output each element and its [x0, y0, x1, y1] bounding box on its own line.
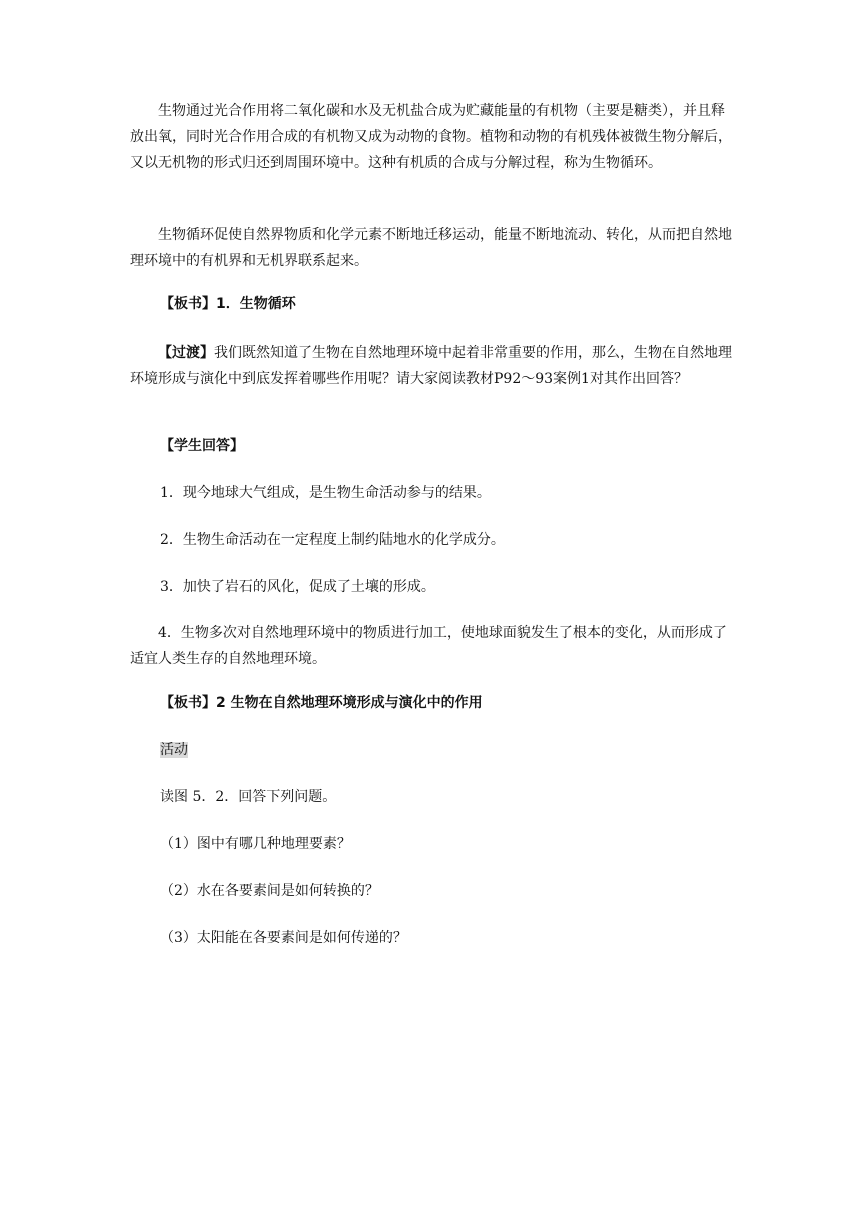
question-1: （1）图中有哪几种地理要素？ — [160, 836, 351, 852]
transition-text: 我们既然知道了生物在自然地理环境中起着非常重要的作用，那么，生物在自然地理环境形成与演化中到底发挥着哪些作用呢？请大家阅读教材P92～93案例1对其作出回答？ — [130, 345, 732, 387]
answer-item-1: 1．现今地球大气组成，是生物生命活动参与的结果。 — [160, 485, 491, 501]
paragraph-biological-cycle: 生物通过光合作用将二氧化碳和水及无机盐合成为贮藏能量的有机物（主要是糖类），并且释放出氧，同时光合作用合成的有机物又成为动物的食物。植物和动物的有机残体被微生物分解后，又以无机物的形式归还到周围环境中。这种有机质的合成与分解过程，称为生物循环。 — [130, 103, 732, 171]
board-note-2 — [160, 693, 483, 713]
answer-item-4: 4．生物多次对自然地理环境中的物质进行加工，使地球面貌发生了根本的变化，从而形成了适宜人类生存的自然地理环境。 — [130, 625, 727, 667]
student-answer-heading: 【学生回答】 — [160, 438, 244, 454]
board-note-2-text: 2 生物在自然地理环境形成与演化中的作用 — [216, 695, 483, 711]
answer-item-2: 2．生物生命活动在一定程度上制约陆地水的化学成分。 — [160, 532, 505, 548]
board-note-1: 【板书】1．生物循环 — [160, 296, 296, 312]
question-2: （2）水在各要素间是如何转换的？ — [160, 883, 379, 899]
transition-tag: 【过渡】 — [158, 345, 214, 361]
answer-item-3: 3．加快了岩石的风化，促成了土壤的形成。 — [160, 579, 435, 595]
question-3: （3）太阳能在各要素间是如何传递的？ — [160, 930, 407, 946]
activity-label-text: 活动 — [160, 742, 188, 758]
instruction-line: 读图 5．2．回答下列问题。 — [160, 789, 337, 805]
board-note-2-tag: 【板书】 — [160, 695, 216, 711]
paragraph-cycle-effect: 生物循环促使自然界物质和化学元素不断地迁移运动，能量不断地流动、转化，从而把自然地理环境中的有机界和无机界联系起来。 — [130, 227, 732, 269]
activity-label — [160, 740, 188, 760]
transition-paragraph — [130, 340, 732, 392]
